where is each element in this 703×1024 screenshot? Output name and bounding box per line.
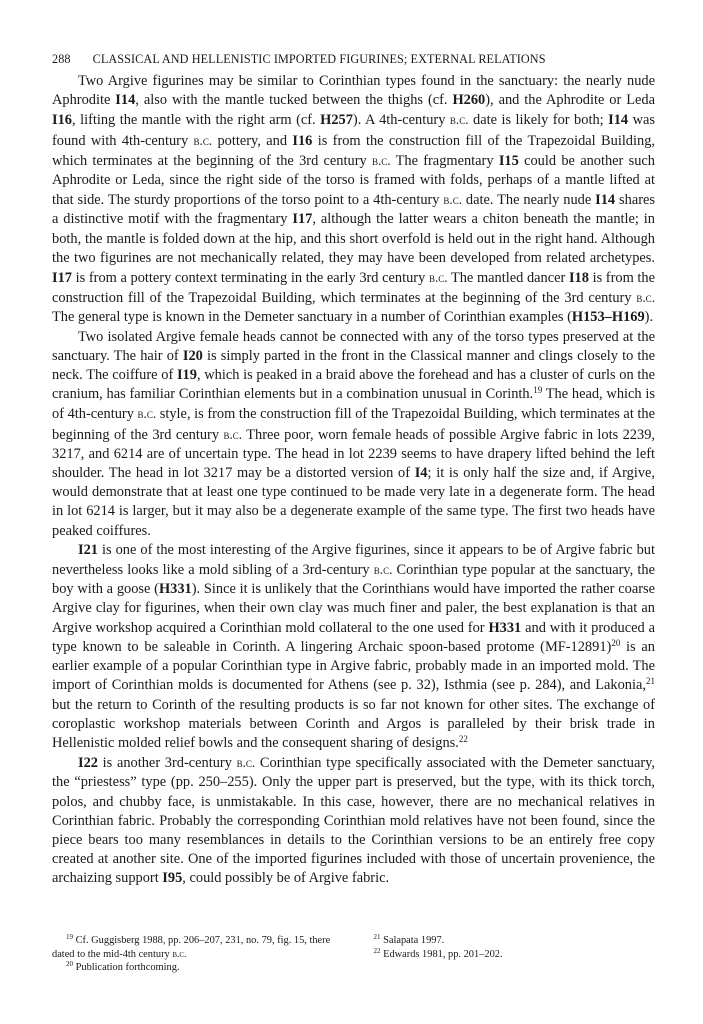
text-run: Corinthian type popular at the sanctuary, the boy with a goose (: [52, 562, 655, 598]
text-run: Publication forthcoming.: [73, 962, 180, 974]
text-run: Two isolated Argive female heads cannot be connected with any of the torso types preserved at the sanctuary. The hair of: [52, 328, 655, 364]
catalog-reference: H257: [320, 112, 353, 129]
text-run: is an earlier example of a popular Corinthian type in Argive fabric, probably made in an imported mold. The import of Corinthian molds is documented for Athens (see p. 32), Isthmia (see p. 284), and Lakonia,: [52, 638, 655, 694]
footnote-marker: 22: [458, 733, 468, 744]
footnote: [360, 934, 656, 948]
text-run: ; it is only half the size and, if Argive, would demonstrate that at least one type continued to be made very late in a degenerate form. The head in lot 6214 is larger, but it may also be a degenerate example of the same type. The first two heads have peaked coiffures.: [52, 465, 655, 539]
footnote: [52, 961, 348, 975]
catalog-reference: I16: [52, 112, 72, 129]
text-run: Two Argive figurines may be similar to Corinthian types found in the sanctuary: the nearly nude Aphrodite: [52, 73, 655, 109]
text-run: Salapata 1997.: [380, 935, 445, 946]
text-run: ).: [644, 309, 654, 326]
text-run: but the return to Corinth of the resulting products is so far not known for other sites. The exchange of coroplastic workshop materials between Corinth and Argos is paralleled by their brisk trade in Hellenistic molded relief bowls and the consequent sharing of designs.: [52, 696, 655, 751]
footnote-marker: 20: [611, 637, 621, 648]
text-run: and with it produced a type known to be saleable in Corinth. A lingering Archaic spoon-based protome (MF-12891): [52, 619, 655, 655]
text-run: date is likely for both;: [468, 112, 609, 129]
text-run: date. The nearly nude: [462, 192, 596, 209]
text-run: , lifting the mantle with the right arm (cf.: [72, 112, 321, 129]
footnote-marker: 21: [373, 933, 381, 941]
era-abbreviation: b.c.: [449, 112, 469, 128]
text-run: shares a distinctive motif with the fragmentary: [52, 192, 655, 228]
catalog-reference: H331: [488, 619, 522, 636]
footnote-marker: 20: [66, 960, 73, 969]
text-run: The head, which is of 4th-century: [52, 386, 655, 423]
catalog-reference: I21: [78, 541, 98, 558]
text-run: is from the construction fill of the Trapezoidal Building, which terminates at the beginning of the 3rd century: [52, 270, 656, 307]
footnotes-left-column: [52, 934, 348, 975]
era-abbreviation: b.c.: [193, 132, 213, 148]
text-run: style, is from the construction fill of the Trapezoidal Building, which terminates at the beginning of the 3rd century: [52, 406, 656, 443]
text-run: is from a pottery context terminating in the early 3rd century: [72, 270, 429, 287]
catalog-reference: I16: [292, 132, 313, 149]
text-run: was found with 4th-century: [52, 112, 655, 149]
catalog-reference: I95: [162, 870, 183, 887]
footnote-marker: 22: [373, 946, 381, 955]
text-run: Three poor, worn female heads of possible Argive fabric in lots 2239, 3217, and 6214 are of uncertain type. The head in lot 2239 seems to have drapery lifted behind the left shoulder. The head in lot 3217 may be a distorted version of: [52, 426, 655, 482]
text-run: ). Since it is unlikely that the Corinthians would have imported the rather coarse Argive clay for figurines, when their own clay was much finer and paler, the best explanation is that an Argive workshop acquired a Corinthian mold collateral to the one used for: [52, 581, 655, 636]
text-run: , although the latter wears a chiton beneath the mantle; in both, the mantle is folded down at the hip, and this short overfold is held out in the right hand. Although the two figurines are not mechanically related, they may have been developed from related archetypes.: [52, 211, 655, 266]
body-text: [52, 72, 655, 889]
catalog-reference: I19: [176, 367, 197, 384]
text-run: is another 3rd-century: [98, 755, 237, 772]
footnote-marker: 19: [533, 385, 543, 396]
paragraph: [52, 72, 655, 328]
era-abbreviation: b.c.: [636, 290, 655, 306]
text-run: Cf. Guggisberg 1988, pp. 206–207, 231, no. 79, fig. 15, there dated to the mid-4th century: [52, 935, 331, 960]
footnotes-right-column: [348, 934, 656, 975]
footnote-marker: 21: [646, 676, 655, 687]
footnote: [360, 948, 656, 962]
text-run: Corinthian type specifically associated with the Demeter sanctuary, the “priestess” type (pp. 250–255). Only the upper part is preserved, but the type, with its thick torch, polos, and chubby face, is unmistakable. In this case, however, there are no mechanical relatives in Corinthian fabric. Probably the corresponding Corinthian mold relatives have not been found, since the piece bears too many resemblances in details to the Corinthian versions to be an entirely free copy created at another site. One of the imported figurines included with those of uncertain provenience, the archaizing support: [52, 755, 655, 887]
paragraph: [52, 753, 655, 888]
catalog-reference: I14: [608, 112, 629, 129]
text-run: , which is peaked in a braid above the forehead and has a cluster of curls on the cranium, has familiar Corinthian elements but in a combination unusual in Corinth.: [52, 367, 655, 403]
paragraph: [52, 328, 655, 541]
catalog-reference: I20: [182, 347, 203, 364]
catalog-reference: I15: [498, 152, 519, 169]
running-head: [52, 50, 655, 68]
catalog-reference: H260: [452, 92, 486, 109]
catalog-reference: H331: [158, 581, 192, 598]
paragraph: [52, 541, 655, 753]
catalog-reference: I17: [292, 211, 313, 228]
text-run: The general type is known in the Demeter sanctuary in a number of Corinthian examples (: [52, 309, 572, 326]
text-run: ), and the Aphrodite or Leda: [485, 92, 655, 109]
era-abbreviation: b.c.: [236, 755, 256, 771]
text-run: is from the construction fill of the Trapezoidal Building, which terminates at the beginning of the 3rd century: [52, 132, 655, 169]
running-title: CLASSICAL AND HELLENISTIC IMPORTED FIGURINES; EXTERNAL RELATIONS: [92, 52, 546, 66]
catalog-reference: I14: [595, 192, 616, 209]
text-run: is simply parted in the front in the Classical manner and clings closely to the neck. The coiffure of: [52, 347, 655, 384]
page-number: 288: [52, 52, 71, 66]
catalog-reference: I17: [52, 270, 72, 287]
text-run: is one of the most interesting of the Argive figurines, since it appears to be of Argive fabric but nevertheless looks like a mold sibling of a 3rd-century: [52, 541, 655, 579]
catalog-reference: I4: [414, 465, 428, 482]
era-abbreviation: b.c.: [223, 426, 243, 442]
era-abbreviation: b.c.: [172, 948, 187, 960]
footnotes: [52, 934, 655, 975]
catalog-reference: I22: [78, 755, 98, 772]
text-run: ). A 4th-century: [352, 112, 450, 129]
era-abbreviation: b.c.: [371, 152, 391, 168]
text-run: Edwards 1981, pp. 201–202.: [380, 948, 503, 960]
text-run: could be another such Aphrodite or Leda, since the right side of the torso is framed with folds, perhaps of a mantle lifted at that side. The sturdy proportions of the torso point to a 4th-century: [52, 152, 655, 209]
catalog-reference: I18: [568, 270, 589, 287]
era-abbreviation: b.c.: [137, 406, 157, 422]
text-run: pottery, and: [212, 132, 293, 149]
text-run: The mantled dancer: [447, 270, 569, 287]
catalog-reference: I14: [115, 92, 136, 109]
era-abbreviation: b.c.: [373, 562, 393, 578]
footnote: [52, 934, 348, 961]
catalog-reference: H153–H169: [571, 309, 645, 326]
era-abbreviation: b.c.: [443, 192, 463, 208]
era-abbreviation: b.c.: [428, 270, 448, 286]
text-run: The fragmentary: [390, 152, 499, 169]
text-run: , could possibly be of Argive fabric.: [182, 870, 390, 887]
footnote-marker: 19: [66, 933, 73, 941]
text-run: , also with the mantle tucked between the thighs (cf.: [135, 92, 453, 109]
